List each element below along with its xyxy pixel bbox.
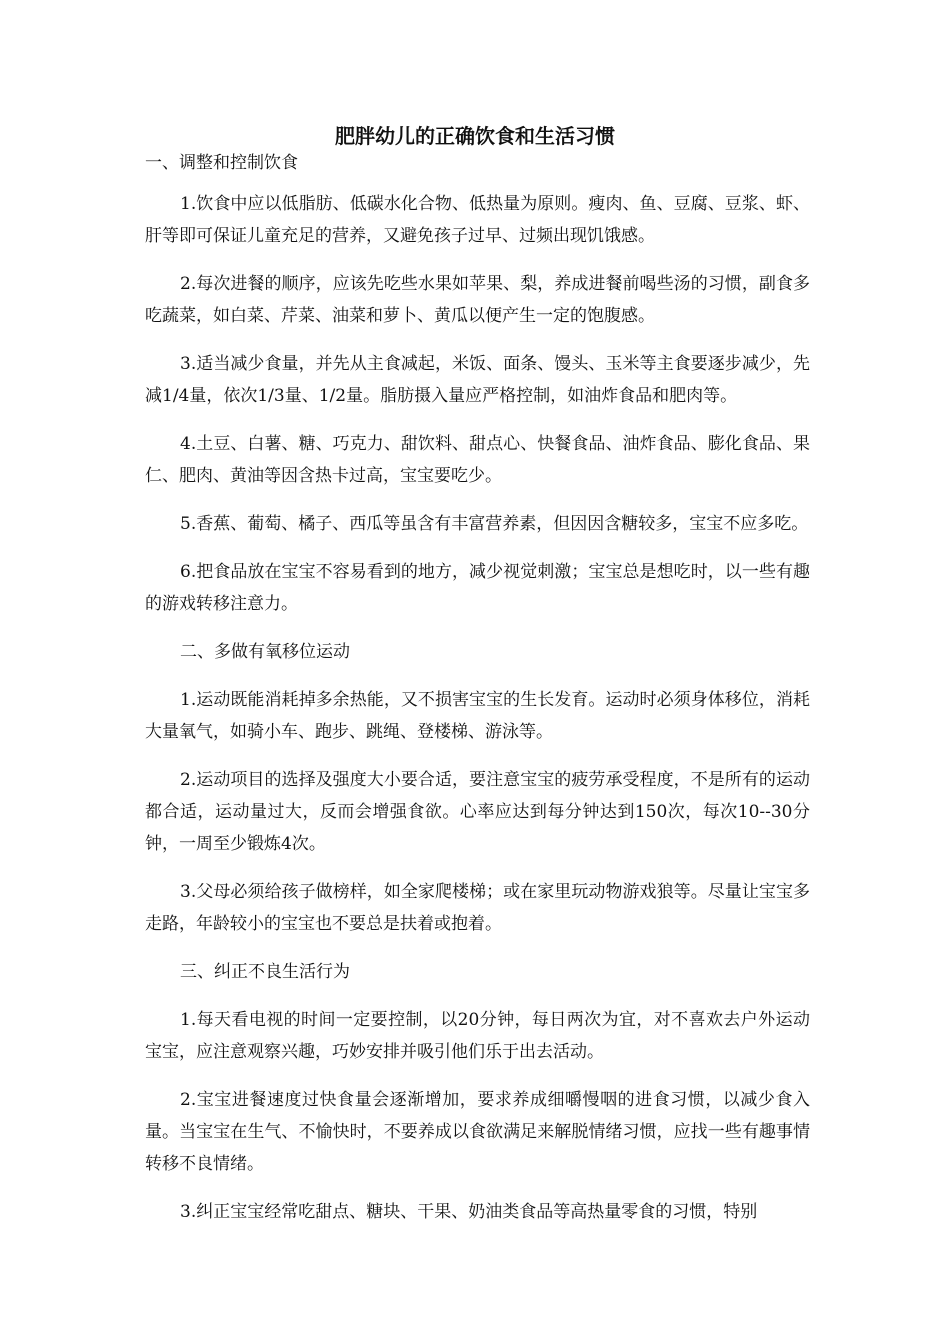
paragraph: 6.把食品放在宝宝不容易看到的地方，减少视觉刺激；宝宝总是想吃时，以一些有趣的游戏转移注意力。 — [145, 562, 810, 614]
paragraph: 4.土豆、白薯、糖、巧克力、甜饮料、甜点心、快餐食品、油炸食品、膨化食品、果仁、肥肉、黄油等因含热卡过高，宝宝要吃少。 — [145, 434, 810, 486]
paragraph: 1.饮食中应以低脂肪、低碳水化合物、低热量为原则。瘦肉、鱼、豆腐、豆浆、虾、肝等即可保证儿童充足的营养，又避免孩子过早、过频出现饥饿感。 — [145, 194, 810, 246]
paragraph: 5.香蕉、葡萄、橘子、西瓜等虽含有丰富营养素，但因因含糖较多，宝宝不应多吃。 — [180, 514, 809, 534]
paragraph: 2.运动项目的选择及强度大小要合适，要注意宝宝的疲劳承受程度，不是所有的运动都合适，运动量过大，反而会增强食欲。心率应达到每分钟达到150次，每次10--30分钟，一周至少锻炼4次。 — [145, 770, 810, 854]
paragraph: 2.每次进餐的顺序，应该先吃些水果如苹果、梨，养成进餐前喝些汤的习惯，副食多吃蔬菜，如白菜、芹菜、油菜和萝卜、黄瓜以便产生一定的饱腹感。 — [145, 274, 810, 326]
section-heading-habits: 三、纠正不良生活行为 — [180, 962, 350, 982]
document-title: 肥胖幼儿的正确饮食和生活习惯 — [335, 124, 615, 148]
paragraph: 1.运动既能消耗掉多余热能，又不损害宝宝的生长发育。运动时必须身体移位，消耗大量氧气，如骑小车、跑步、跳绳、登楼梯、游泳等。 — [145, 690, 810, 742]
paragraph: 3.纠正宝宝经常吃甜点、糖块、干果、奶油类食品等高热量零食的习惯，特别 — [180, 1202, 758, 1222]
section-heading-exercise: 二、多做有氧移位运动 — [180, 642, 350, 662]
section-heading-diet: 一、调整和控制饮食 — [145, 153, 298, 173]
document-body — [145, 150, 810, 1244]
paragraph: 2.宝宝进餐速度过快食量会逐渐增加，要求养成细嚼慢咽的进食习惯，以减少食入量。当宝宝在生气、不愉快时，不要养成以食欲满足来解脱情绪习惯，应找一些有趣事情转移不良情绪。 — [145, 1090, 810, 1174]
paragraph: 3.适当减少食量，并先从主食减起，米饭、面条、馒头、玉米等主食要逐步减少，先减1/4量，依次1/3量、1/2量。脂肪摄入量应严格控制，如油炸食品和肥肉等。 — [145, 354, 810, 406]
paragraph: 3.父母必须给孩子做榜样，如全家爬楼梯；或在家里玩动物游戏狼等。尽量让宝宝多走路，年龄较小的宝宝也不要总是扶着或抱着。 — [145, 882, 810, 934]
paragraph: 1.每天看电视的时间一定要控制，以20分钟，每日两次为宜，对不喜欢去户外运动宝宝，应注意观察兴趣，巧妙安排并吸引他们乐于出去活动。 — [145, 1010, 810, 1062]
